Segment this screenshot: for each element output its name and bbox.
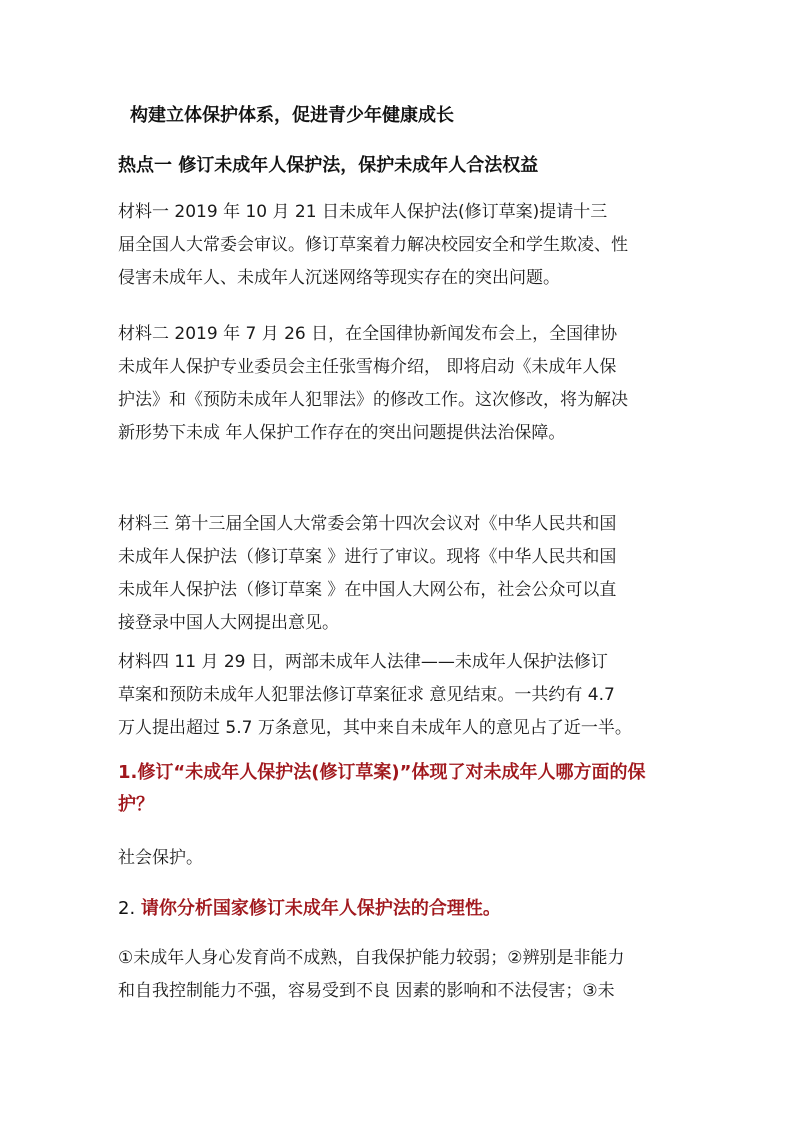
material-line: 未成年人保护法（修订草案 》在中国人大网公布，社会公众可以直	[118, 580, 617, 600]
material-line: 接登录中国人大网提出意见。	[118, 613, 339, 633]
material-4	[118, 646, 688, 745]
material-2	[118, 318, 688, 450]
answer-line: ①未成年人身心发育尚不成熟，自我保护能力较弱；②辨别是非能力	[118, 948, 625, 968]
material-line: 万人提出超过 5.7 万条意见，其中来自未成年人的意见占了近一半。	[118, 718, 632, 738]
question-text: 请你分析国家修订未成年人保护法的合理性。	[140, 898, 501, 919]
answer-1: 社会保护。	[118, 848, 203, 868]
hotspot-heading: 热点一 修订未成年人保护法，保护未成年人合法权益	[118, 155, 539, 176]
material-line: 材料四 11 月 29 日，两部未成年人法律——未成年人保护法修订	[118, 652, 608, 672]
answer-2	[118, 942, 688, 1008]
material-3	[118, 508, 688, 640]
question-line: 护？	[118, 794, 154, 815]
material-line: 护法》和《预防未成年人犯罪法》的修改工作。这次修改，将为解决	[118, 390, 628, 410]
material-line: 侵害未成年人、未成年人沉迷网络等现实存在的突出问题。	[118, 268, 560, 288]
material-line: 草案和预防未成年人犯罪法修订草案征求 意见结束。一共约有 4.7	[118, 685, 615, 705]
material-line: 届全国人大常委会审议。修订草案着力解决校园安全和学生欺凌、性	[118, 235, 628, 255]
question-line: 1.修订“未成年人保护法(修订草案)”体现了对未成年人哪方面的保	[118, 762, 646, 783]
question-number: 2.	[118, 898, 141, 919]
material-line: 未成年人保护法（修订草案 》进行了审议。现将《中华人民共和国	[118, 547, 617, 567]
material-line: 新形势下未成 年人保护工作存在的突出问题提供法治保障。	[118, 423, 566, 443]
question-1	[118, 757, 688, 821]
material-line: 材料二 2019 年 7 月 26 日，在全国律协新闻发布会上，全国律协	[118, 324, 618, 344]
document-title: 构建立体保护体系，促进青少年健康成长	[130, 105, 454, 126]
material-line: 材料三 第十三届全国人大常委会第十四次会议对《中华人民共和国	[118, 514, 617, 534]
material-1	[118, 196, 688, 295]
material-line: 材料一 2019 年 10 月 21 日未成年人保护法(修订草案)提请十三	[118, 202, 608, 222]
material-line: 未成年人保护专业委员会主任张雪梅介绍， 即将启动《未成年人保	[118, 357, 617, 377]
answer-line: 和自我控制能力不强，容易受到不良 因素的影响和不法侵害；③未	[118, 981, 615, 1001]
question-2	[118, 893, 688, 925]
